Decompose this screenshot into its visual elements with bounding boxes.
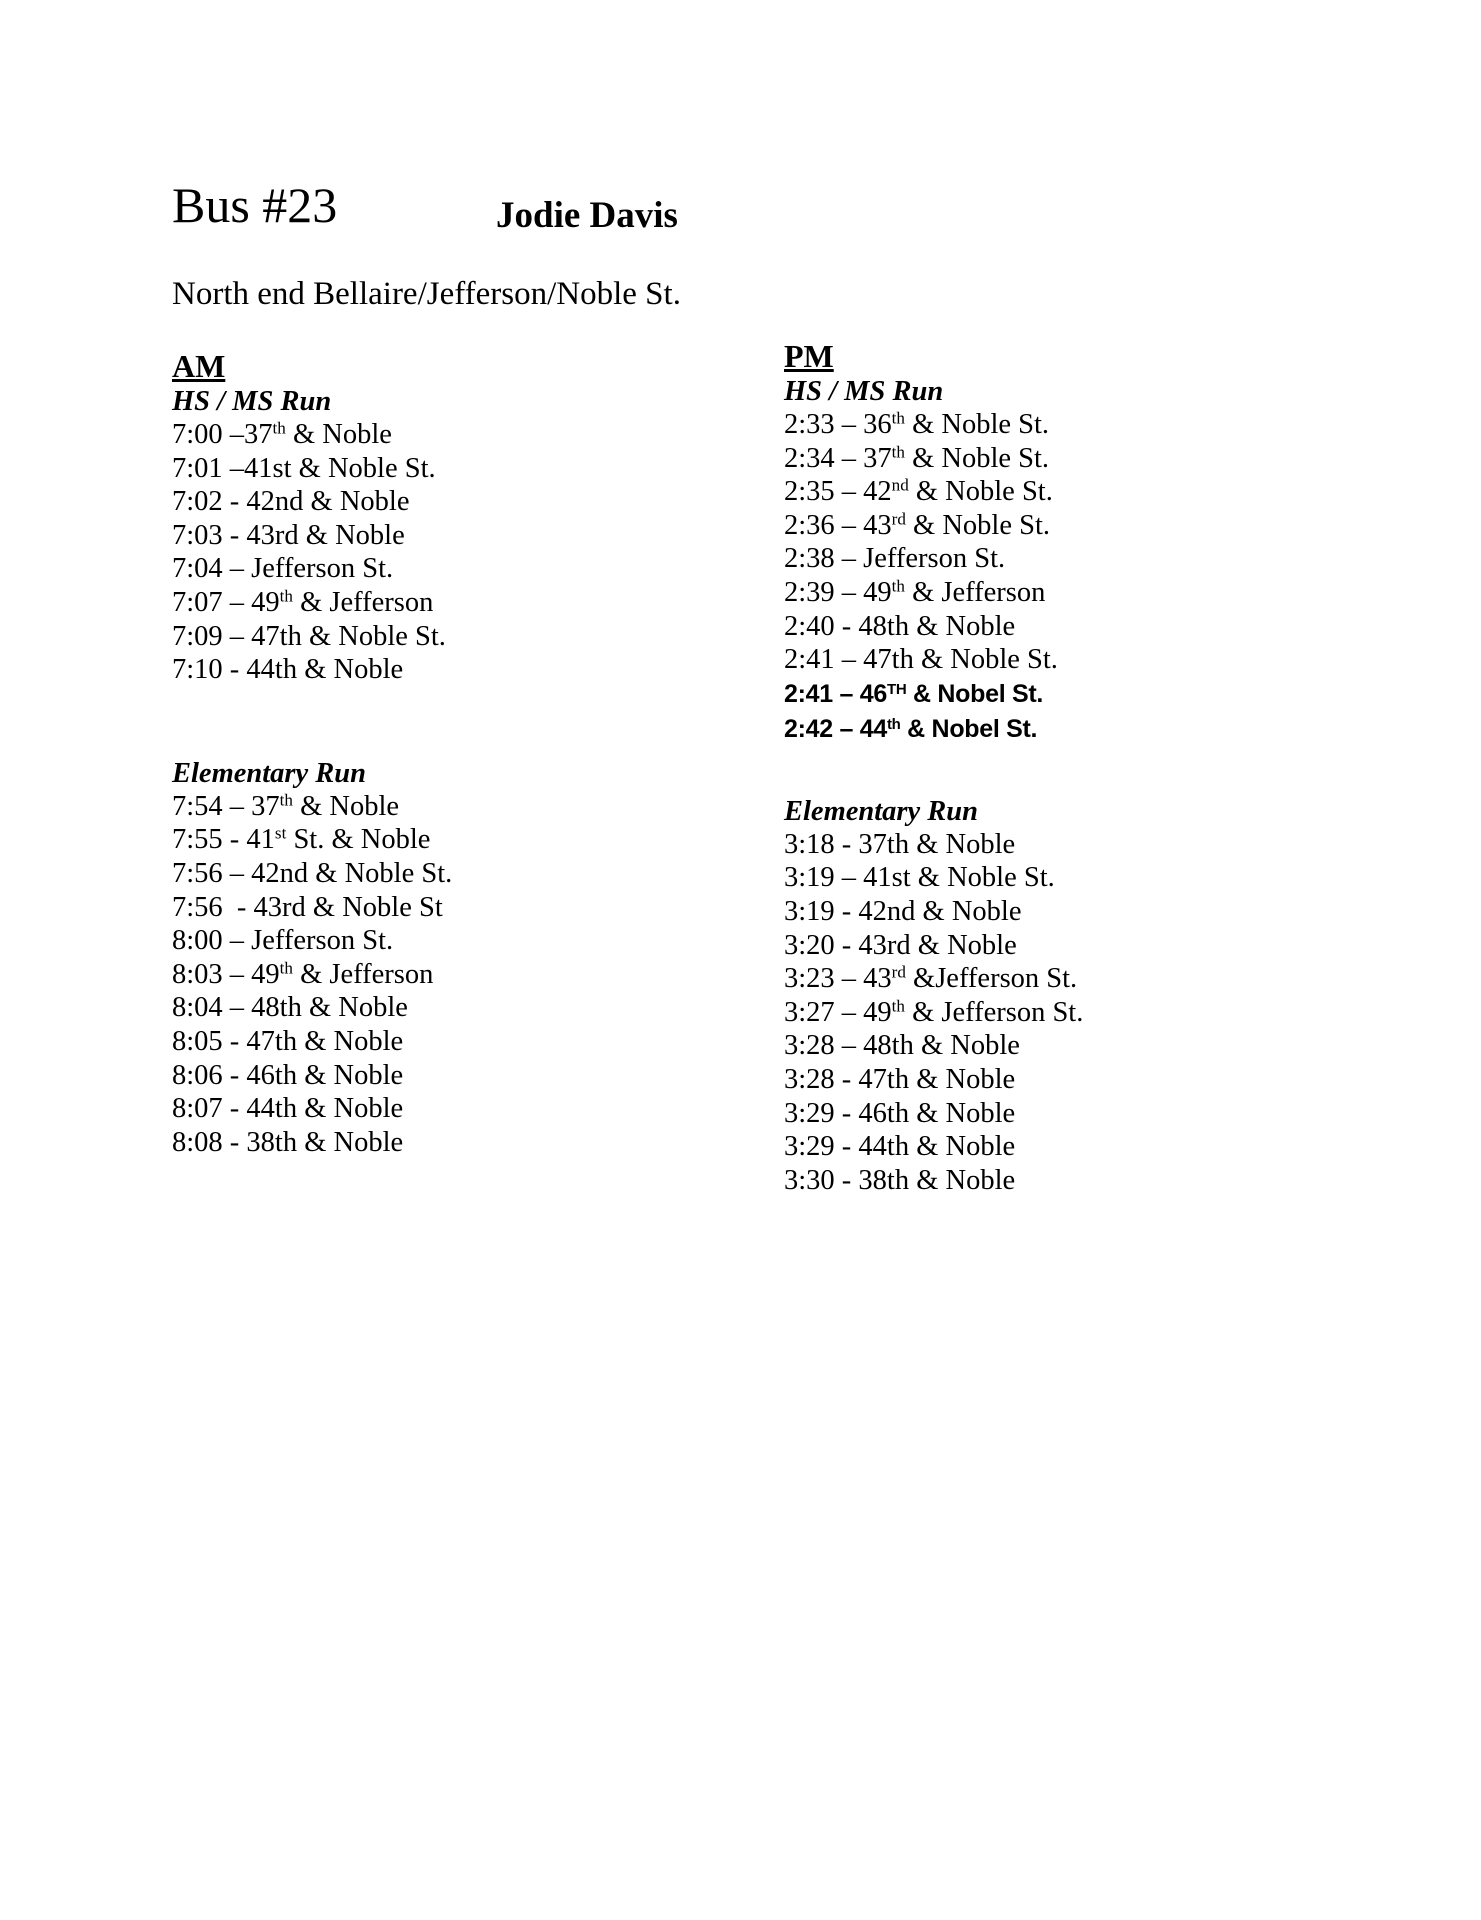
stop-text-suffix: & Nobel St. [906, 679, 1044, 708]
stop-item [784, 828, 1083, 862]
ordinal-suffix: th [886, 715, 901, 733]
route-description: North end Bellaire/Jefferson/Noble St. [172, 276, 681, 312]
stop-text: 2:40 - 48th & Noble [784, 610, 1016, 642]
stop-text: 2:33 – 36 [784, 409, 892, 440]
stop-text: 2:41 – 47th & Noble St. [784, 644, 1058, 676]
ordinal-suffix: th [891, 996, 905, 1016]
stop-text: 7:55 - 41 [172, 824, 275, 856]
stop-text: 8:06 - 46th & Noble [172, 1059, 404, 1091]
stop-text: 8:08 - 38th & Noble [172, 1126, 404, 1158]
am-schedule [172, 348, 452, 1159]
stop-text-suffix: St. & Noble [286, 824, 431, 856]
stop-text: 3:20 - 43rd & Noble [784, 929, 1017, 961]
stop-item [172, 1126, 452, 1160]
stop-text: 7:56 - 43rd & Noble St [172, 891, 443, 923]
stop-item [172, 653, 452, 687]
ordinal-suffix: rd [891, 509, 906, 529]
stop-item [784, 1130, 1083, 1164]
stop-text-suffix: & Jefferson [904, 576, 1046, 608]
stop-item [784, 895, 1083, 929]
stop-text: 7:10 - 44th & Noble [172, 654, 404, 686]
stop-text: 8:05 - 47th & Noble [172, 1025, 404, 1057]
stop-item [784, 643, 1083, 677]
stop-item [784, 996, 1083, 1030]
stop-text: 7:07 – 49 [172, 586, 280, 618]
stop-item [784, 475, 1083, 509]
stop-item [784, 1097, 1083, 1131]
ordinal-suffix: th [891, 442, 905, 462]
stop-text: 8:00 – Jefferson St. [172, 925, 394, 957]
pm-schedule [784, 338, 1083, 1197]
stop-item [784, 1164, 1083, 1198]
stop-text: 3:29 - 46th & Noble [784, 1097, 1016, 1129]
stop-text: 2:42 – 44 [784, 714, 887, 743]
stop-text: 3:23 – 43 [784, 963, 892, 995]
stop-text-suffix: & Noble [285, 419, 392, 450]
stop-item [784, 861, 1083, 895]
stop-text: 7:54 – 37 [172, 790, 280, 822]
stop-text: 3:28 - 47th & Noble [784, 1063, 1016, 1095]
stop-item [172, 452, 452, 486]
ordinal-suffix: th [279, 958, 293, 978]
stop-item [172, 891, 452, 925]
ordinal-suffix: st [274, 823, 287, 843]
stop-text: 8:07 - 44th & Noble [172, 1093, 404, 1125]
ordinal-suffix: TH [886, 680, 907, 698]
stop-text: 3:29 - 44th & Noble [784, 1131, 1016, 1163]
stop-item [172, 1025, 452, 1059]
stop-item [784, 712, 1083, 747]
driver-name: Jodie Davis [496, 195, 678, 236]
stop-item [784, 1063, 1083, 1097]
stop-text: 8:04 – 48th & Noble [172, 992, 408, 1024]
stop-item [172, 1092, 452, 1126]
stop-text: 8:03 – 49 [172, 958, 280, 990]
pm-elementary-run-heading: Elementary Run [784, 795, 978, 827]
stop-item [172, 586, 452, 620]
stop-item [784, 576, 1083, 610]
stop-item [784, 962, 1083, 996]
stop-item [172, 620, 452, 654]
stop-item [172, 924, 452, 958]
stop-text: 2:38 – Jefferson St. [784, 543, 1006, 575]
stop-text-suffix: & Noble St. [904, 442, 1050, 474]
stop-item [784, 442, 1083, 476]
ordinal-suffix: rd [891, 962, 906, 982]
stop-text-suffix: & Noble St. [905, 509, 1051, 541]
am-elementary-run-heading: Elementary Run [172, 757, 366, 789]
stop-text-suffix: &Jefferson St. [905, 963, 1078, 995]
stop-text: 2:35 – 42 [784, 476, 892, 508]
am-elementary-stop-list [172, 790, 452, 1160]
stop-item [172, 485, 452, 519]
ordinal-suffix: th [891, 408, 905, 428]
stop-text: 3:19 – 41st & Noble St. [784, 862, 1055, 894]
stop-text: 7:01 –41st & Noble St. [172, 452, 436, 484]
pm-elementary-stop-list [784, 828, 1083, 1198]
stop-item [784, 929, 1083, 963]
am-hs-stop-list [172, 418, 452, 687]
stop-text: 2:41 – 46 [784, 679, 887, 708]
stop-text: 3:27 – 49 [784, 996, 892, 1028]
stop-text-suffix: & Nobel St. [900, 714, 1038, 743]
stop-item [172, 418, 452, 452]
stop-text: 2:34 – 37 [784, 442, 892, 474]
ordinal-suffix: th [279, 790, 293, 810]
stop-text: 3:30 - 38th & Noble [784, 1164, 1016, 1196]
stop-item [172, 958, 452, 992]
ordinal-suffix: nd [891, 475, 909, 495]
stop-text-suffix: & Jefferson St. [904, 996, 1084, 1028]
stop-text: 2:36 – 43 [784, 509, 892, 541]
stop-text: 3:28 – 48th & Noble [784, 1030, 1020, 1062]
stop-item [784, 610, 1083, 644]
stop-item [784, 542, 1083, 576]
ordinal-suffix: th [272, 418, 286, 438]
stop-text-suffix: & Noble St. [908, 476, 1053, 508]
stop-text: 7:02 - 42nd & Noble [172, 486, 410, 518]
stop-text-suffix: & Noble [292, 790, 400, 822]
pm-hs-run-heading: HS / MS Run [784, 376, 944, 407]
stop-item [172, 991, 452, 1025]
am-hs-run-heading: HS / MS Run [172, 386, 332, 417]
stop-text: 2:39 – 49 [784, 576, 892, 608]
stop-text-suffix: & Noble St. [904, 409, 1050, 440]
stop-item [172, 1059, 452, 1093]
stop-item [172, 823, 452, 857]
stop-item [172, 552, 452, 586]
stop-item [172, 790, 452, 824]
stop-text: 7:03 - 43rd & Noble [172, 519, 405, 551]
pm-heading: PM [784, 338, 834, 374]
stop-item [172, 857, 452, 891]
stop-item [784, 408, 1083, 442]
stop-item [784, 677, 1083, 712]
ordinal-suffix: th [891, 576, 905, 596]
stop-item [784, 1029, 1083, 1063]
stop-text: 7:00 –37 [172, 419, 273, 450]
stop-text: 3:19 - 42nd & Noble [784, 895, 1022, 927]
stop-text: 7:09 – 47th & Noble St. [172, 620, 446, 652]
pm-hs-stop-list [784, 408, 1083, 747]
stop-item [784, 509, 1083, 543]
stop-text: 7:56 – 42nd & Noble St. [172, 857, 453, 889]
stop-text-suffix: & Jefferson [292, 958, 434, 990]
stop-text-suffix: & Jefferson [292, 586, 434, 618]
stop-text: 7:04 – Jefferson St. [172, 553, 394, 585]
ordinal-suffix: th [279, 586, 293, 606]
stop-text: 3:18 - 37th & Noble [784, 828, 1016, 860]
bus-number: Bus #23 [172, 177, 338, 233]
stop-item [172, 519, 452, 553]
am-heading: AM [172, 348, 226, 384]
